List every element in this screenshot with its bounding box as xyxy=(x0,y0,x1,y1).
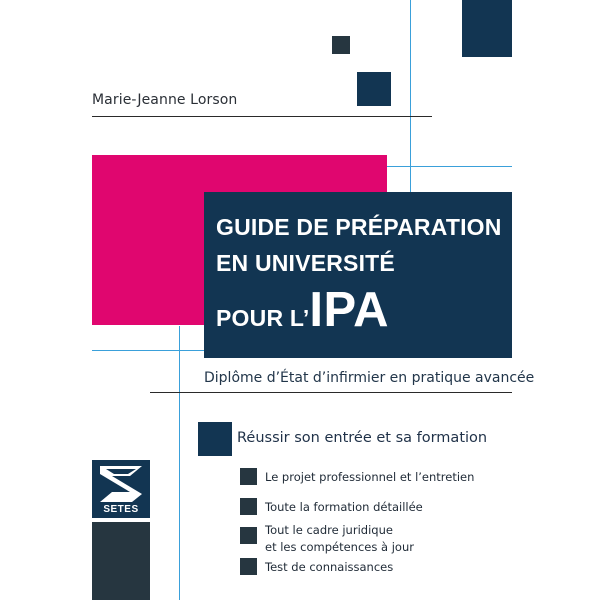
author-divider xyxy=(92,116,432,117)
title-prefix: POUR L’ xyxy=(216,305,310,331)
feature-item: et les compétences à jour xyxy=(265,540,414,554)
author-name: Marie-Jeanne Lorson xyxy=(92,92,238,108)
subtitle: Diplôme d’État d’infirmier en pratique avancée xyxy=(204,370,535,386)
bullet-icon xyxy=(240,498,257,515)
subtitle-divider xyxy=(150,392,512,393)
title-emphasis: IPA xyxy=(309,283,389,337)
decor-hline-left xyxy=(92,350,204,351)
title-line-2: EN UNIVERSITÉ xyxy=(216,250,395,276)
setes-logo-icon xyxy=(92,460,150,506)
decor-vline-top xyxy=(410,0,411,192)
feature-item: Test de connaissances xyxy=(265,560,394,574)
features-heading: Réussir son entrée et sa formation xyxy=(237,430,488,446)
section-marker-square xyxy=(198,422,232,456)
title-box xyxy=(204,192,512,358)
feature-item: Tout le cadre juridique xyxy=(265,523,393,537)
logo-text: SETES xyxy=(103,504,139,515)
feature-item: Le projet professionnel et l’entretien xyxy=(265,470,475,484)
decor-square-top-right xyxy=(462,0,512,57)
bullet-icon xyxy=(240,468,257,485)
decor-vline-left xyxy=(179,326,180,600)
publisher-logo xyxy=(92,460,150,518)
title-line-1: GUIDE DE PRÉPARATION xyxy=(216,214,502,240)
title-line-3 xyxy=(216,283,389,337)
bullet-icon xyxy=(240,527,257,544)
bullet-icon xyxy=(240,558,257,575)
decor-square-medium xyxy=(357,72,391,106)
decor-square-small xyxy=(332,36,350,54)
decor-block-bottom-left xyxy=(92,522,150,600)
feature-item: Toute la formation détaillée xyxy=(265,500,423,514)
